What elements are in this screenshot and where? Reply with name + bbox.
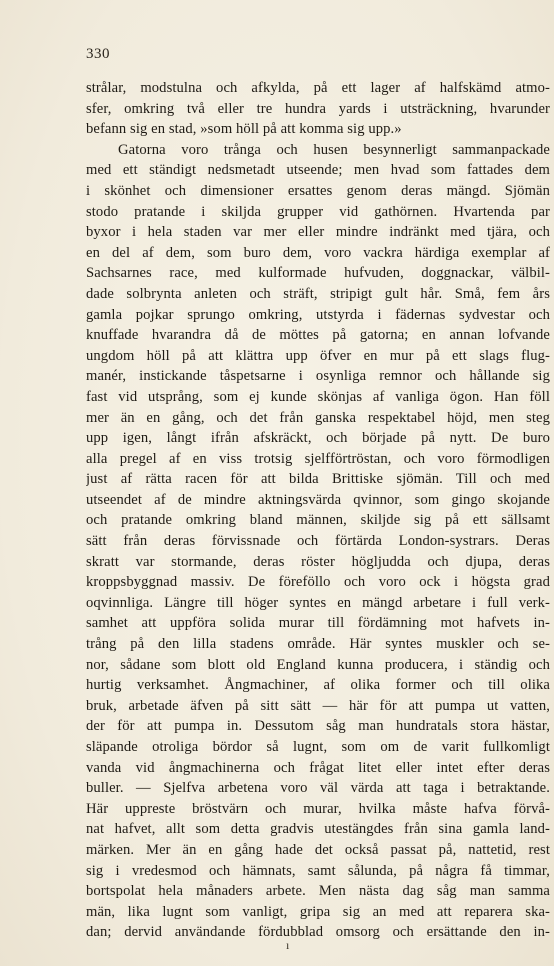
- text-line: sätt från deras förvissnade och förtärda London-systrars. Deras: [86, 533, 550, 550]
- text-line: bruk, arbetade äfven på sitt sätt — här för att pumpa ut vatten,: [86, 697, 550, 714]
- text-line: sfer, omkring två eller tre hundra yards i utsträckning, hvarunder: [86, 100, 550, 117]
- text-line: upp igen, långt ifrån afskräckt, och började på nytt. De buro: [86, 430, 550, 447]
- text-line: kroppsbyggnad massiv. De föreföllo och voro ock i högsta grad: [86, 574, 550, 591]
- text-line: med ett ständigt nedsmetadt utseende; men hvad som fattades dem: [86, 162, 550, 179]
- page-body-text: [86, 78, 550, 943]
- text-line: oqvinnliga. Längre till höger syntes en mängd arbetare i full verk-: [86, 594, 550, 611]
- text-line: gamla pojkar sprungo omkring, utstyrda i fädernas sydvestar och: [86, 306, 550, 323]
- text-line: en del af dem, som buro dem, voro vackra härdiga exemplar af: [86, 244, 550, 261]
- text-line: märken. Mer än en gång hade det också passat på, nattetid, rest: [86, 841, 550, 858]
- text-line: just af rätta racen för att bilda Brittiske sjömän. Till och med: [86, 471, 550, 488]
- text-line: skratt var stormande, deras röster högljudda och djupa, deras: [86, 553, 550, 570]
- text-line: nat hafvet, allt som detta gradvis utestängdes från sina gamla land-: [86, 821, 550, 838]
- text-line: byxor i hela staden var mer eller mindre indränkt med tjära, och: [86, 224, 550, 241]
- text-line: Sachsarnes race, med kulformade hufvuden, doggnackar, välbil-: [86, 265, 550, 282]
- text-line: knuffade hvarandra då de möttes på gatorna; en annan lofvande: [86, 327, 550, 344]
- text-line: bortspolat hela månaders arbete. Men nästa dag såg man samma: [86, 883, 550, 900]
- text-line: hurtig verksamhet. Ångmachiner, af olika former och till olika: [86, 677, 550, 694]
- text-line: ungdom höll på att klättra upp öfver en mur på ett slags flug-: [86, 347, 550, 364]
- text-line: der för att pumpa in. Dessutom såg man hundratals stora hästar,: [86, 718, 550, 735]
- text-line: dade solbrynta anleten och sträft, stripigt gult hår. Små, fem års: [86, 285, 550, 302]
- text-line: män, lika lugnt som vanligt, gripa sig an med att reparera ska-: [86, 903, 550, 920]
- text-line: vanda vid ångmachinerna och frågat litet eller intet efter deras: [86, 759, 550, 776]
- text-line: strålar, modstulna och afkylda, på ett lager af halfskämd atmo-: [86, 80, 550, 96]
- text-line: stodo pratande i skiljda grupper vid gathörnen. Hvartenda par: [86, 203, 550, 220]
- text-line: sig i vredesmod och hämnats, samt sålunda, på några få timmar,: [86, 862, 550, 879]
- text-line: fast vid utsprång, som ej kunde skönjas af vanliga ögon. Han föll: [86, 388, 550, 405]
- page-number: 330: [86, 46, 110, 62]
- text-line: alla pregel af en viss trotsig sjelfförtröstan, och voro förmodligen: [86, 450, 550, 467]
- text-line: och pratande omkring bland männen, skiljde sig på ett sällsamt: [86, 512, 550, 529]
- text-line: befann sig en stad, »som höll på att komma sig upp.»: [86, 121, 402, 138]
- text-line: buller. — Sjelfva arbetena voro väl värda att taga i betraktande.: [86, 780, 550, 797]
- footer-mark: ı: [286, 938, 290, 952]
- text-line: nor, sådane som blott old England kunna producera, i ständig och: [86, 656, 550, 673]
- text-line: dan; dervid användande fördubblad omsorg och ersättande den in-: [86, 924, 550, 941]
- text-line: Gatorna voro trånga och husen besynnerligt sammanpackade: [118, 141, 550, 158]
- text-line: i skönhet och dimensioner ersattes genom deras mängd. Sjömän: [86, 182, 550, 199]
- text-line: släpande otroliga bördor så lugnt, som om de varit fullkomligt: [86, 739, 550, 755]
- text-line: Här uppreste bröstvärn och murar, hvilka måste hafva förvå-: [86, 800, 550, 817]
- text-line: samhet att uppföra solida murar till fördämning mot hafvets in-: [86, 615, 550, 632]
- text-line: mer än en gång, och det från ganska respektabel höjd, men steg: [86, 409, 550, 426]
- text-line: trång på den lilla stadens område. Här syntes muskler och se-: [86, 636, 550, 653]
- text-line: manér, instickande tåspetsarne i osynliga remnor och hållande sig: [86, 368, 550, 385]
- text-line: utseendet af de mindre aktningsvärda qvinnor, som gingo skojande: [86, 491, 550, 508]
